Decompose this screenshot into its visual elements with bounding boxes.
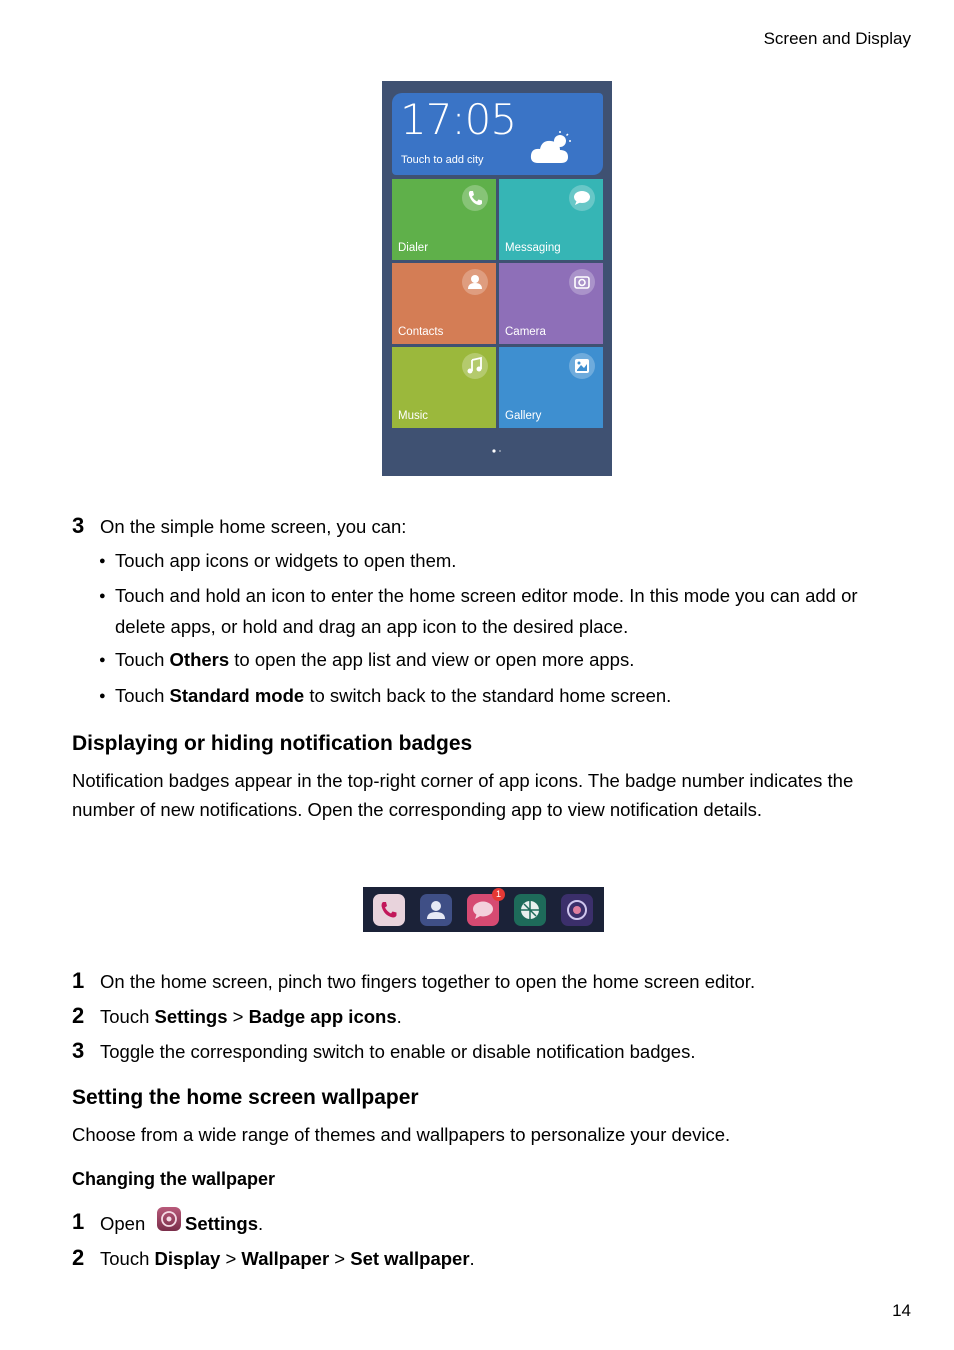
bullet-dot: ●	[99, 654, 106, 666]
step-number: 3	[72, 1038, 85, 1063]
weather-cloud-icon	[530, 131, 572, 165]
step-text: Settings.	[185, 1213, 264, 1234]
step-number: 1	[72, 1209, 85, 1234]
contact-icon	[420, 894, 452, 926]
message-icon	[569, 185, 595, 211]
clock-time: 17:05	[400, 95, 517, 144]
tile-label: Camera	[505, 326, 546, 338]
paragraph-line: number of new notifications. Open the corresponding app to view notification details.	[72, 799, 763, 820]
badge-icons-image	[363, 887, 604, 932]
bullet-text: Touch app icons or widgets to open them.	[115, 550, 457, 571]
step-number: 1	[72, 968, 85, 993]
subsection-heading: Changing the wallpaper	[72, 1169, 276, 1189]
step-text: On the simple home screen, you can:	[100, 516, 407, 537]
tile-contacts[interactable]	[392, 263, 496, 344]
bullet-dot: ●	[99, 555, 106, 567]
bullet-text: Touch Others to open the app list and view or open more apps.	[115, 649, 635, 670]
step-text: Toggle the corresponding switch to enable or disable notification badges.	[100, 1041, 696, 1062]
tile-dialer[interactable]	[392, 179, 496, 260]
phone-icon	[373, 894, 405, 926]
settings-gear-icon	[157, 1207, 181, 1231]
bullet-text-continued: delete apps, or hold and drag an app icon to the desired place.	[115, 616, 629, 637]
page-indicator-dots	[492, 448, 504, 454]
tile-label: Gallery	[505, 410, 542, 422]
camera-lens-icon	[561, 894, 593, 926]
weather-widget[interactable]	[392, 93, 603, 175]
tile-label: Messaging	[505, 242, 561, 254]
notification-badge: 1	[492, 888, 505, 901]
tile-music[interactable]	[392, 347, 496, 428]
bullet-text: Touch Standard mode to switch back to the standard home screen.	[115, 685, 672, 706]
tile-label: Contacts	[398, 326, 444, 338]
tile-gallery[interactable]	[499, 347, 603, 428]
paragraph-line: Notification badges appear in the top-right corner of app icons. The badge number indicates the	[72, 770, 854, 791]
tile-messaging[interactable]	[499, 179, 603, 260]
page-header-title: Screen and Display	[763, 29, 911, 48]
tile-label: Music	[398, 410, 429, 422]
paragraph-line: Choose from a wide range of themes and wallpapers to personalize your device.	[72, 1124, 731, 1145]
tile-camera[interactable]	[499, 263, 603, 344]
bullet-dot: ●	[99, 690, 106, 702]
step-number: 3	[72, 513, 85, 538]
bullet-text: Touch and hold an icon to enter the home screen editor mode. In this mode you can add or	[115, 585, 858, 606]
add-city-hint: Touch to add city	[401, 154, 484, 166]
step-text: Touch Settings > Badge app icons.	[100, 1006, 402, 1027]
camera-icon	[569, 269, 595, 295]
phone-icon	[462, 185, 488, 211]
bullet-dot: ●	[99, 590, 106, 602]
step-text: Touch Display > Wallpaper > Set wallpaper.	[100, 1248, 475, 1269]
page-number: 14	[892, 1301, 911, 1320]
step-number: 2	[72, 1003, 85, 1028]
step-text: On the home screen, pinch two fingers together to open the home screen editor.	[100, 971, 756, 992]
simple-home-screen-image	[382, 81, 612, 476]
section-heading: Setting the home screen wallpaper	[72, 1086, 419, 1109]
browser-icon	[514, 894, 546, 926]
contact-icon	[462, 269, 488, 295]
step-text-open: Open	[100, 1213, 146, 1234]
section-heading: Displaying or hiding notification badges	[72, 732, 473, 755]
step-number: 2	[72, 1245, 85, 1270]
tile-label: Dialer	[398, 242, 429, 254]
gallery-icon	[569, 353, 595, 379]
music-icon	[462, 353, 488, 379]
